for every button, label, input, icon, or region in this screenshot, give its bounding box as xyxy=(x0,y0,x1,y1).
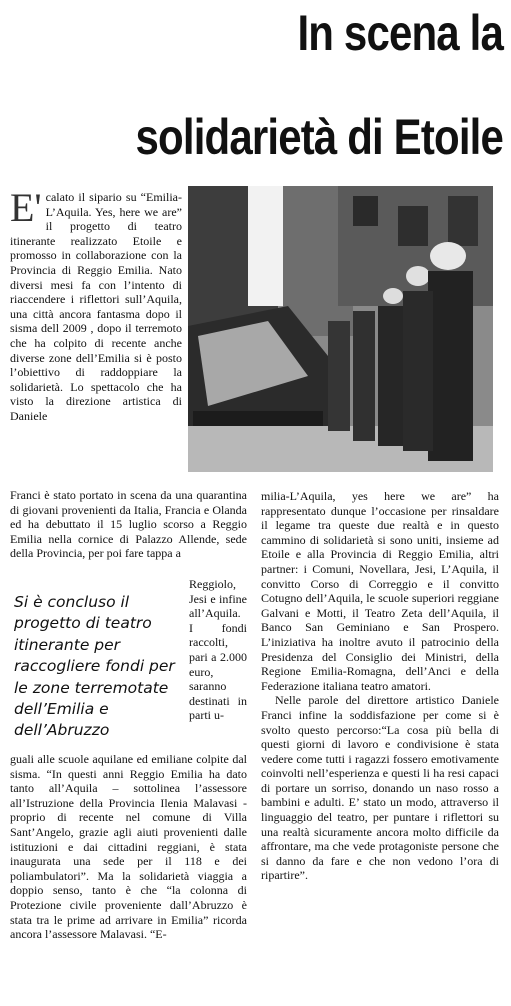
article-paragraph-3: Nelle parole del direttore artistico Daniele Franci infine la soddisfazione per come si è svolto questo percorso:“La cosa più bella di questi giorni di lavoro e condivisione è stata vedere come tutti i ragazzi fossero emotivamente coinvolti nell’esperienza e questi li ha resi capaci di portare un sorriso, donando un naso rosso a bambini e adulti. E’ stato un modo, attraverso il linguaggio del teatro, per puntare i riflettori su una realtà sicuramente ancora molto difficile da affrontare, ma che vede protagoniste persone che si danno da fare e che non vedono l’ora di ripartire”. xyxy=(261,693,499,883)
article-photo xyxy=(188,186,493,472)
article-paragraph-2: milia-L’Aquila, yes here we are” ha rappresentato dunque l’occasione per rinsaldare il legame tra queste due realtà e in questo cammino di solidarietà si sono uniti, insieme ad Etoile e alla Provincia di Reggio Emilia, altri partner: i Comuni, Novellara, Jesi, L’Aquila, il convitto Corso di Correggio e il convitto Cotugno dell’Aquila, le scuole superiori reggiane Galvani e Motti, il Teatro Zeta dell’Aquila, il Banco San Geminiano e San Prospero. L’iniziativa ha inoltre avuto il patrocinio della Presidenza del Consiglio dei Ministri, della Regione Emilia-Romagna, dell’Anci e della Federazione italiana teatro amatori. xyxy=(261,489,499,693)
article-paragraph-1-below: Franci è stato portato in scena da una quarantina di giovani provenienti da Italia, Francia e Olanda ed ha debuttato il 15 luglio scorso a Reggio Emilia nella cornice di Palazzo Allende, sede della Provincia, per poi fare tappa a xyxy=(10,488,247,561)
crowd-street-photo xyxy=(188,186,493,472)
article-narrow-column: Reggiolo, Jesi e infine all’Aquila. I fondi raccolti, pari a 2.000 euro, saranno destinati in parti u- xyxy=(189,577,247,723)
article-paragraph-1-top: calato il sipario su “Emilia-L’Aquila. Yes, here we are” il progetto di teatro itinerante realizzato Etoile e promosso in collaborazione con la Provincia di Reggio Emilia. Nato diversi mesi fa con l’intento di riaccendere i riflettori sull’Aquila, una città ancora fantasma dopo il sisma dell 2009 , dopo il terremoto che ha colpito di recente anche diverse zone dell’Emilia si è posto l’obiettivo di raddoppiare la solidarietà. Lo spettacolo che ha visto la direzione artistica di Daniele xyxy=(10,190,182,423)
pull-quote-line: Si è concluso il xyxy=(14,593,130,611)
pull-quote-line: itinerante per xyxy=(14,635,121,654)
pull-quote xyxy=(14,592,180,742)
article-column-continuation xyxy=(10,752,247,942)
pull-quote-line: raccogliere fondi per xyxy=(14,657,175,676)
pull-quote-line: dell’Emilia e xyxy=(14,700,109,719)
headline-line-1: In scena la xyxy=(297,5,503,61)
pull-quote-line: le zone terremotate xyxy=(14,678,169,697)
article-paragraph-1-continued: guali alle scuole aquilane ed emiliane colpite dal sisma. “In questi anni Reggio Emilia ha dato tanto all’Aquila – sottolinea l’assessore all’Istruzione della Provincia Ilenia Malavasi - proprio di recente nel comune di Villa Sant’Angelo, grazie agli aiuti provenienti dalle istituzioni e dai cittadini reggiani, è stata inaugurata una sede per il 118 e dei poliambulatori”. Ma la solidarietà viaggia a doppio senso, tanto è che “la colonna di Protezione civile proveniente dall’Abruzzo è stata tra le prime ad arrivare in Emilia” ricorda ancora l’assessore Malavasi. “E- xyxy=(10,752,247,942)
article-column-below-photo xyxy=(10,488,247,561)
article-column-first xyxy=(10,185,182,424)
headline-line-2: solidarietà di Etoile xyxy=(135,109,504,165)
pull-quote-line: dell’Abruzzo xyxy=(14,721,110,740)
pull-quote-line: progetto di teatro xyxy=(14,614,152,633)
article-column-right xyxy=(261,489,499,883)
dropcap: E' xyxy=(10,185,42,230)
